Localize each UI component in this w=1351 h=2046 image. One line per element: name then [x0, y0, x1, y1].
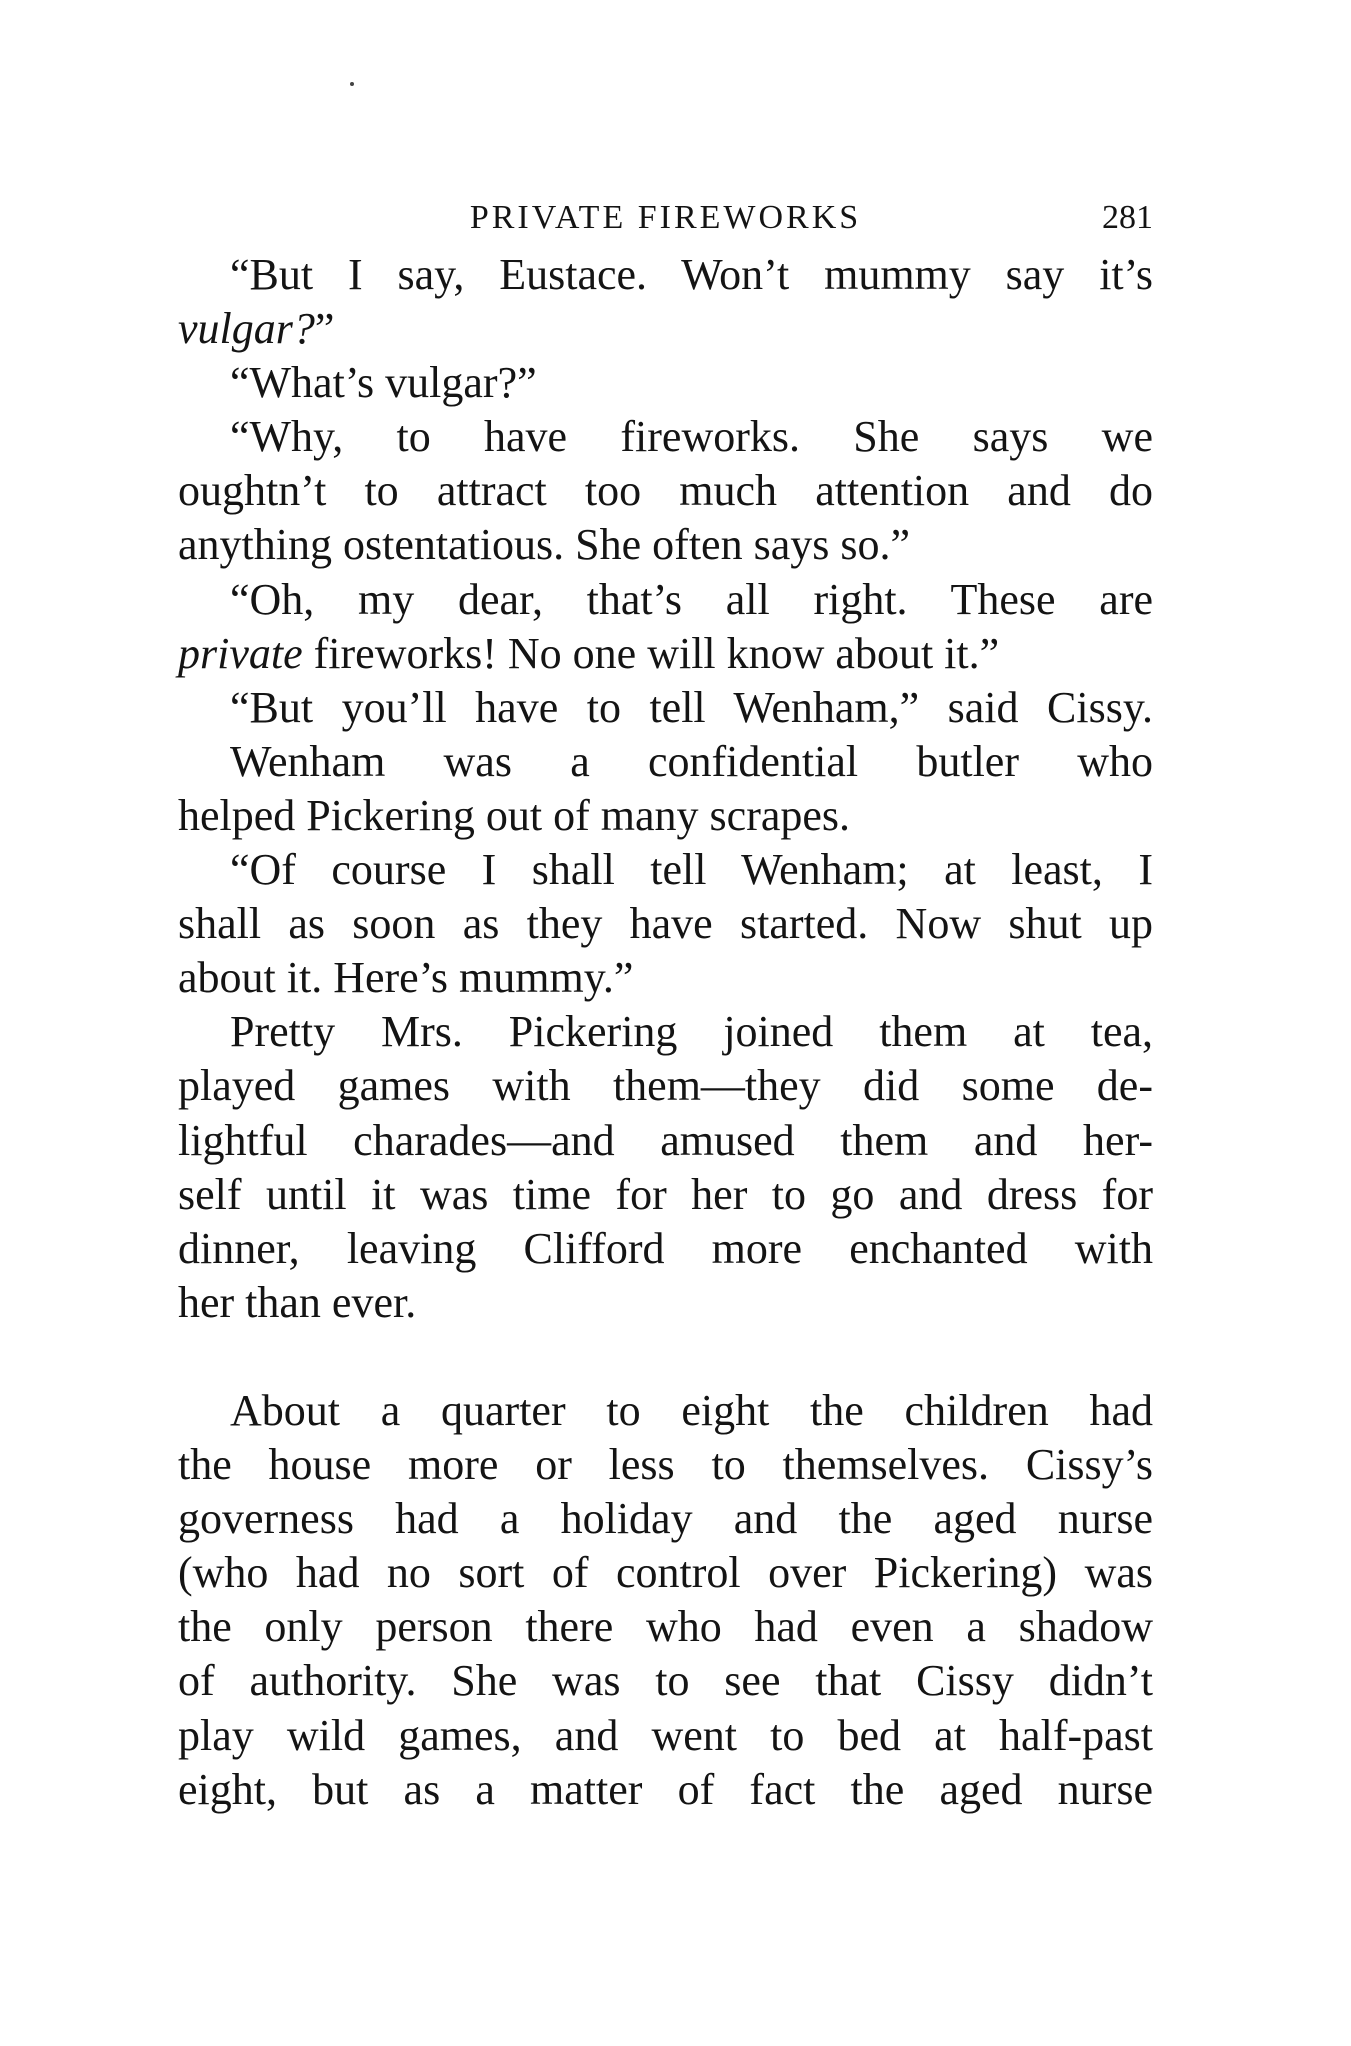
- text-run: About a quarter to eight the children had: [230, 1385, 1153, 1435]
- text-line: [178, 1168, 1153, 1222]
- text-run: about it. Here’s mummy.”: [178, 953, 634, 1003]
- text-run: “Oh, my dear, that’s all right. These are: [230, 574, 1153, 624]
- text-run: “What’s vulgar?”: [230, 358, 537, 408]
- text-line: [178, 1492, 1153, 1546]
- text-line: [178, 356, 1153, 410]
- text-line: [178, 410, 1153, 464]
- text-line: [178, 1276, 1153, 1330]
- print-speck: [350, 82, 354, 86]
- text-run: her than ever.: [178, 1277, 417, 1327]
- text-run: self until it was time for her to go and dress for: [178, 1169, 1153, 1219]
- text-line: [178, 1654, 1153, 1708]
- text-run: “But I say, Eustace. Won’t mummy say it’s: [230, 250, 1153, 299]
- page-number: 281: [1102, 199, 1153, 236]
- text-run: oughtn’t to attract too much attention and do: [178, 466, 1153, 516]
- text-run: Wenham was a confidential butler who: [230, 736, 1153, 786]
- text-line: [178, 1005, 1153, 1059]
- text-line: [178, 1546, 1153, 1600]
- text-run: Pretty Mrs. Pickering joined them at tea,: [230, 1007, 1153, 1057]
- text-run: “Of course I shall tell Wenham; at least, I: [230, 845, 1153, 895]
- running-head: [178, 188, 1153, 248]
- text-line: [178, 735, 1153, 789]
- text-run: “Why, to have fireworks. She says we: [230, 412, 1153, 462]
- text-run: played games with them—they did some de-: [178, 1061, 1153, 1111]
- text-line: [178, 789, 1153, 843]
- text-run: fireworks! No one will know about it.”: [302, 628, 1000, 678]
- text-line: [178, 1438, 1153, 1492]
- text-line: [178, 843, 1153, 897]
- text-run: eight, but as a matter of fact the aged nurse: [178, 1764, 1153, 1814]
- text-line: [178, 1600, 1153, 1654]
- text-run: the house more or less to themselves. Cissy’s: [178, 1440, 1153, 1490]
- text-line: [178, 1114, 1153, 1168]
- running-title: PRIVATE FIREWORKS: [469, 199, 862, 236]
- text-run: ”: [314, 304, 335, 354]
- text-run: “But you’ll have to tell Wenham,” said Cissy.: [230, 682, 1153, 732]
- text-line: [178, 573, 1153, 627]
- text-run: of authority. She was to see that Cissy didn’t: [178, 1656, 1153, 1706]
- text-run: (who had no sort of control over Pickering) was: [178, 1548, 1153, 1598]
- text-run: anything ostentatious. She often says so.”: [178, 520, 911, 570]
- text-line: [178, 1222, 1153, 1276]
- text-run: governess had a holiday and the aged nurse: [178, 1494, 1153, 1544]
- text-line: [178, 681, 1153, 735]
- text-line: [178, 464, 1153, 518]
- text-line: [178, 1384, 1153, 1438]
- text-run: helped Pickering out of many scrapes.: [178, 790, 851, 840]
- text-line: [178, 248, 1153, 302]
- text-line: [178, 1763, 1153, 1817]
- text-run: lightful charades—and amused them and her-: [178, 1115, 1153, 1165]
- text-line: [178, 302, 1153, 356]
- text-run: play wild games, and went to bed at half-past: [178, 1710, 1153, 1760]
- text-run: shall as soon as they have started. Now shut up: [178, 899, 1153, 949]
- italic-text: vulgar?: [178, 304, 315, 354]
- text-line: [178, 1709, 1153, 1763]
- text-line: [178, 897, 1153, 951]
- body-text: [178, 248, 1153, 1817]
- italic-text: private: [178, 628, 303, 678]
- text-run: the only person there who had even a shadow: [178, 1602, 1153, 1652]
- text-line: [178, 951, 1153, 1005]
- section-break: [178, 1330, 1153, 1384]
- text-line: [178, 518, 1153, 572]
- text-run: dinner, leaving Clifford more enchanted with: [178, 1223, 1153, 1273]
- text-line: [178, 627, 1153, 681]
- text-line: [178, 1059, 1153, 1113]
